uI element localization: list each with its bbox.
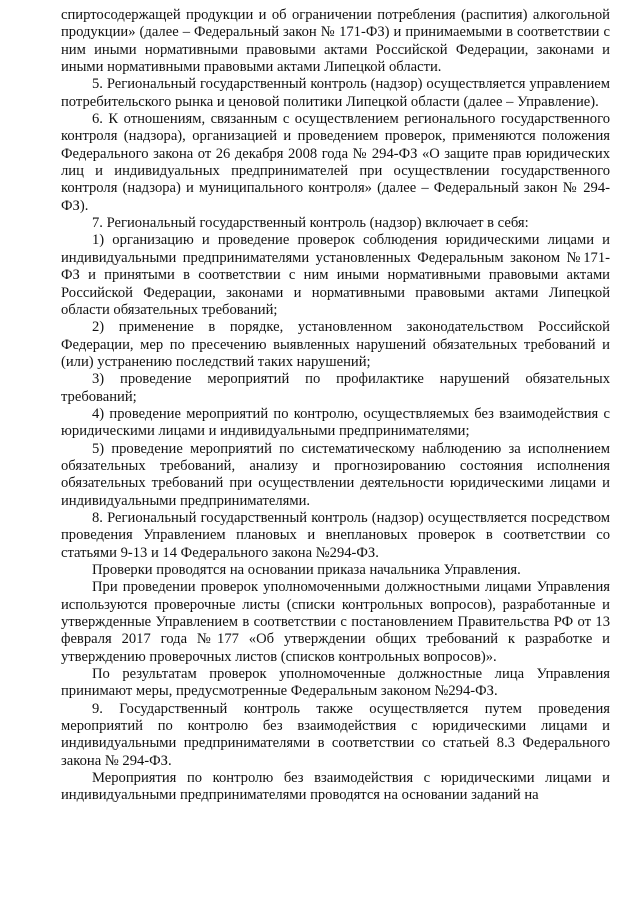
paragraph-law-171-reference: спиртосодержащей продукции и об ограничении потребления (распития) алкогольной продукции» (далее – Федеральный закон № 171-ФЗ) и принимаемыми в соответствии с ним иными нормативными правовыми актами Российской Федерации, законами и иными нормативными правовыми актами Липецкой области.	[61, 7, 610, 76]
paragraph-item-8: 8. Региональный государственный контроль (надзор) осуществляется посредством проведения Управлением плановых и внеплановых проверок в соответствии со статьями 9-13 и 14 Федерального закона №294-ФЗ.	[61, 509, 610, 561]
list-item-7-5: 5) проведение мероприятий по систематическому наблюдению за исполнением обязательных требований, анализу и прогнозированию состояния исполнения обязательных требований при осуществлении деятельности юридическими лицами и индивидуальными предпринимателями.	[61, 440, 610, 509]
paragraph-inspection-basis: Проверки проводятся на основании приказа начальника Управления.	[92, 562, 521, 578]
list-item-7-3: 3) проведение мероприятий по профилактике нарушений обязательных требований;	[61, 371, 610, 405]
paragraph-non-interaction-measures: Мероприятия по контролю без взаимодействия с юридическими лицами и индивидуальными предпринимателями проводятся на основании заданий на	[61, 770, 610, 804]
paragraph-item-7: 7. Региональный государственный контроль (надзор) включает в себя:	[92, 215, 529, 232]
paragraph-inspection-results: По результатам проверок уполномоченные должностные лица Управления принимают меры, предусмотренные Федеральным законом №294-ФЗ.	[61, 666, 610, 700]
document-page	[61, 7, 610, 805]
paragraph-item-6: 6. К отношениям, связанным с осуществлением регионального государственного контроля (надзора), организацией и проведением проверок, применяются положения Федерального закона от 26 декабря 2008 года № 294-ФЗ «О защите прав юридических лиц и индивидуальных предпринимателей при осуществлении государственного контроля (надзора) и муниципального контроля» (далее – Федеральный закон № 294-ФЗ).	[61, 111, 610, 214]
paragraph-item-9: 9. Государственный контроль также осуществляется путем проведения мероприятий по контролю без взаимодействия с юридическими лицами и индивидуальными предпринимателями в соответствии со статьей 8.3 Федерального закона № 294-ФЗ.	[61, 700, 610, 769]
list-item-7-2: 2) применение в порядке, установленном законодательством Российской Федерации, мер по пресечению выявленных нарушений обязательных требований и (или) устранению последствий таких нарушений;	[61, 319, 610, 370]
paragraph-checklists: При проведении проверок уполномоченными должностными лицами Управления используются проверочные листы (списки контрольных вопросов), разработанные и утвержденные Управлением в соответствии с постановлением Правительства РФ от 13 февраля 2017 года №177 «Об утверждении общих требований к разработке и утверждению проверочных листов (списков контрольных вопросов)».	[61, 579, 610, 665]
list-item-7-4: 4) проведение мероприятий по контролю, осуществляемых без взаимодействия с юридическими лицами и индивидуальными предпринимателями;	[61, 405, 610, 440]
paragraph-item-5: 5. Региональный государственный контроль (надзор) осуществляется управлением потребительского рынка и ценовой политики Липецкой области (далее – Управление).	[61, 76, 610, 110]
list-item-7-1: 1) организацию и проведение проверок соблюдения юридическими лицами и индивидуальными предпринимателями установленных Федеральным законом №171-ФЗ и принятыми в соответствии с ним иными нормативными правовыми актами Российской Федерации, законами и нормативными правовыми актами Липецкой области обязательных требований;	[61, 232, 610, 318]
